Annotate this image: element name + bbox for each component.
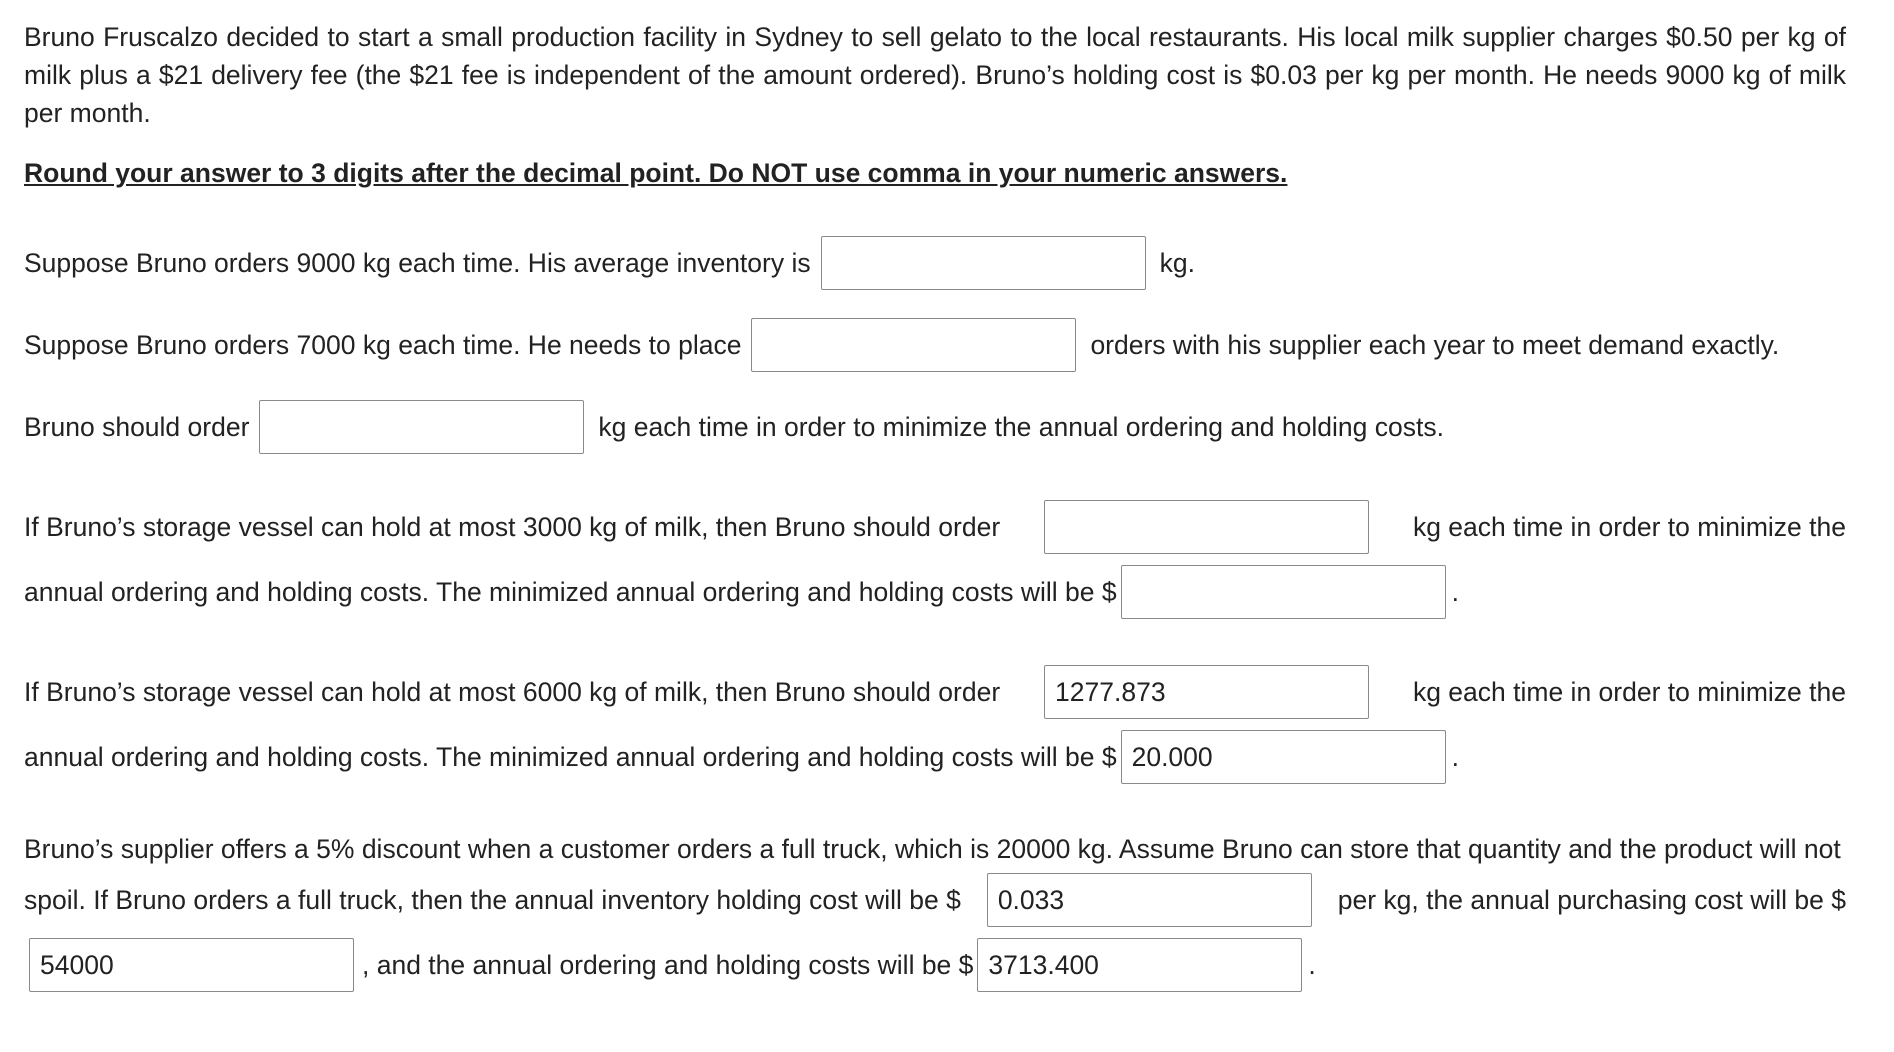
q6-text-3: , and the annual ordering and holding costs will be $ <box>362 950 974 980</box>
orders-per-year-input[interactable] <box>751 318 1076 372</box>
q6-text-1: Bruno’s supplier offers a 5% discount when a customer orders a full truck, which is 20000 kg. Assume Bruno can store that quantity and the product will not <box>24 834 1841 864</box>
question-truck-discount-line3 <box>29 936 1316 990</box>
q5-text-2: annual ordering and holding costs. The minimized annual ordering and holding costs will be $ <box>24 742 1117 772</box>
q5-text-1: If Bruno’s storage vessel can hold at most 6000 kg of milk, then Bruno should order <box>24 677 1001 707</box>
q3-suffix: kg each time in order to minimize the annual ordering and holding costs. <box>598 412 1444 442</box>
truck-ordering-holding-cost-input[interactable] <box>977 938 1302 992</box>
q5-text-1-suffix: kg each time in order to minimize the <box>1412 677 1846 707</box>
q4-period: . <box>1451 577 1459 607</box>
rounding-instruction: Round your answer to 3 digits after the decimal point. Do NOT use comma in your numeric answers. <box>24 158 1288 188</box>
order-qty-3000-input[interactable] <box>1044 500 1369 554</box>
question-average-inventory <box>24 234 1195 288</box>
q3-text: Bruno should order <box>24 412 250 442</box>
question-3000-capacity-line2 <box>24 563 1459 617</box>
annual-purchasing-cost-input[interactable] <box>29 938 354 992</box>
q4-text-2: annual ordering and holding costs. The minimized annual ordering and holding costs will be $ <box>24 577 1117 607</box>
min-cost-6000-input[interactable] <box>1121 730 1446 784</box>
order-qty-6000-input[interactable] <box>1044 665 1369 719</box>
question-truck-discount-line2 <box>24 873 1846 927</box>
q2-text: Suppose Bruno orders 7000 kg each time. He needs to place <box>24 330 742 360</box>
eoq-input[interactable] <box>259 400 584 454</box>
q6-text-2-suffix: per kg, the annual purchasing cost will be $ <box>1337 885 1846 915</box>
average-inventory-input[interactable] <box>821 236 1146 290</box>
holding-cost-per-kg-input[interactable] <box>987 873 1312 927</box>
question-6000-capacity-line2 <box>24 728 1459 782</box>
question-orders-per-year <box>24 316 1779 370</box>
q2-suffix: orders with his supplier each year to meet demand exactly. <box>1090 330 1780 360</box>
question-truck-discount-line1 <box>24 822 1846 876</box>
q5-period: . <box>1451 742 1459 772</box>
problem-statement: Bruno Fruscalzo decided to start a small production facility in Sydney to sell gelato to the local restaurants. His local milk supplier charges $0.50 per kg of milk plus a $21 delivery fee (the $21 fee is independent of the amount ordered). Bruno’s holding cost is $0.03 per kg per month. He needs 9000 kg of milk per month. <box>24 22 1846 128</box>
q4-text-1: If Bruno’s storage vessel can hold at most 3000 kg of milk, then Bruno should order <box>24 512 1001 542</box>
q1-text: Suppose Bruno orders 9000 kg each time. His average inventory is <box>24 248 811 278</box>
q6-period: . <box>1308 950 1316 980</box>
question-3000-capacity-line1 <box>24 500 1846 554</box>
q6-text-2: spoil. If Bruno orders a full truck, then the annual inventory holding cost will be $ <box>24 885 961 915</box>
min-cost-3000-input[interactable] <box>1121 565 1446 619</box>
question-6000-capacity-line1 <box>24 665 1846 719</box>
q1-unit: kg. <box>1159 248 1195 278</box>
q4-text-1-suffix: kg each time in order to minimize the <box>1412 512 1846 542</box>
question-eoq <box>24 398 1444 452</box>
